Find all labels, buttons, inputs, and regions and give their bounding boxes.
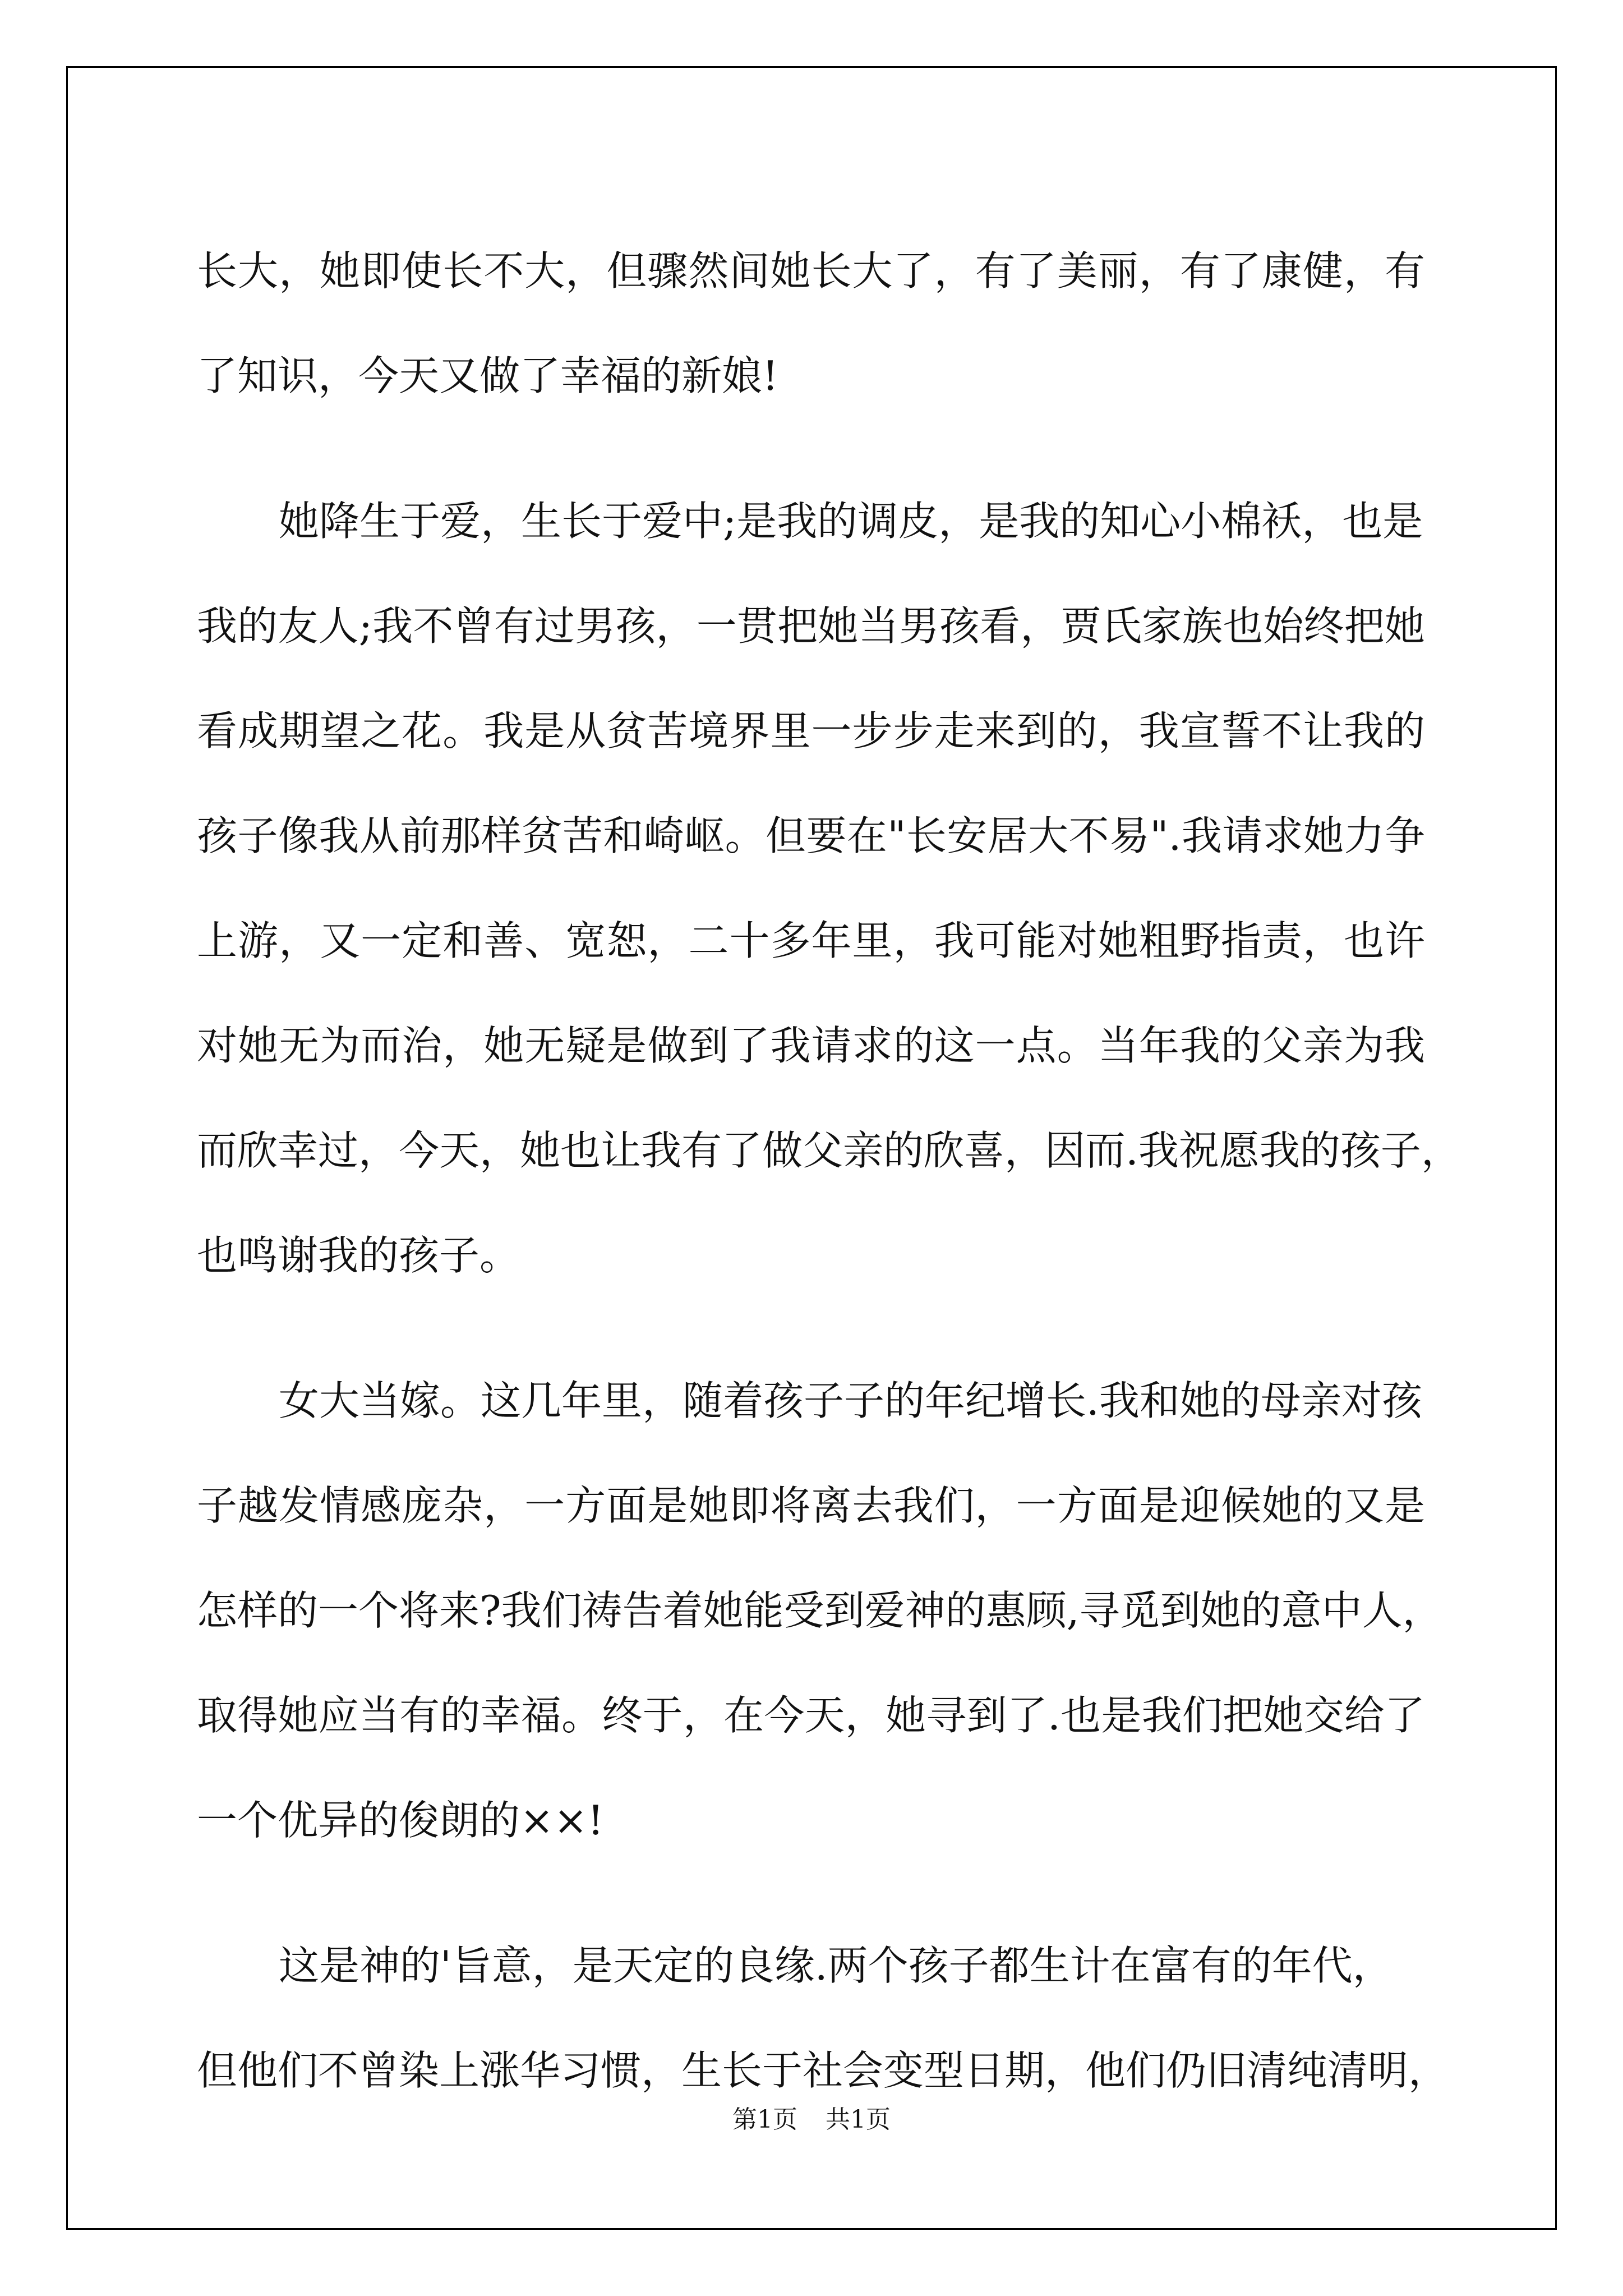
paragraph [197,219,1447,429]
text-line: 一个优异的俊朗的××! [197,1797,604,1844]
paragraph [197,469,1461,1308]
page-total: 共1页 [826,2105,891,2134]
page-footer [0,2099,1623,2135]
text-line: 子越发情感庞杂，一方面是她即将离去我们，一方面是迎候她的又是 [197,1482,1425,1529]
text-line: 上游，又一定和善、宽恕，二十多年里，我可能对她粗野指责，也许 [197,917,1425,964]
paragraph [197,1913,1447,2123]
text-line: 我的友人;我不曾有过男孩，一贯把她当男孩看，贾氏家族也始终把她 [197,602,1425,650]
text-line: 也鸣谢我的孩子。 [197,1232,520,1279]
page-number: 第1页 [732,2105,797,2134]
text-line: 了知识，今天又做了幸福的新娘! [197,352,778,399]
text-line: 她降生于爱，生长于爱中;是我的调皮，是我的知心小棉袄，也是 [279,498,1423,545]
document-body [197,219,1461,2123]
text-line: 女大当嫁。这几年里，随着孩子子的年纪增长.我和她的母亲对孩 [279,1377,1422,1424]
text-line: 但他们不曾染上涨华习惯，生长于社会变型日期，他们仍旧清纯清明， [197,2047,1449,2094]
text-line: 而欣幸过，今天，她也让我有了做父亲的欣喜，因而.我祝愿我的孩子， [197,1127,1461,1174]
text-line: 对她无为而治，她无疑是做到了我请求的这一点。当年我的父亲为我 [197,1022,1425,1069]
paragraph [197,1349,1447,1873]
text-line: 取得她应当有的幸福。终于，在今天，她寻到了.也是我们把她交给了 [197,1692,1425,1739]
text-line: 看成期望之花。我是从贫苦境界里一步步走来到的，我宣誓不让我的 [197,707,1425,754]
text-line: 这是神的'旨意，是天定的良缘.两个孩子都生计在富有的年代， [279,1942,1393,1989]
text-line: 孩子像我从前那样贫苦和崎岖。但要在"长安居大不易".我请求她力争 [197,812,1425,859]
text-line: 长大，她即使长不大，但骤然间她长大了，有了美丽，有了康健，有 [197,247,1425,295]
text-line: 怎样的一个将来?我们祷告着她能受到爱神的惠顾,寻觅到她的意中人， [197,1587,1443,1634]
